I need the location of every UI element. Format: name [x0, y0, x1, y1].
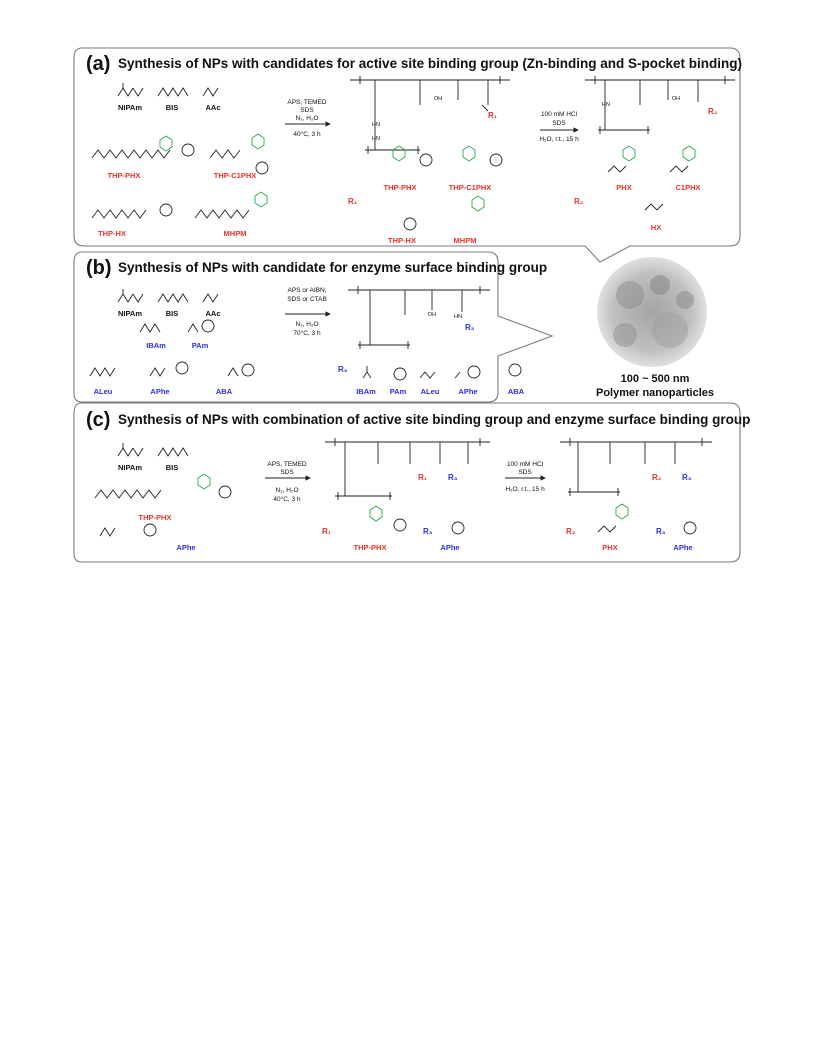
monomer-label: NIPAm: [117, 309, 143, 318]
panel-a-title: Synthesis of NPs with candidates for active site binding group (Zn-binding and S-pocket binding): [118, 56, 743, 71]
r3-group-label: APhe: [440, 543, 460, 552]
r3-label: R₃: [682, 473, 692, 482]
monomer-label: ALeu: [93, 387, 113, 396]
r2-group-label: C1PHX: [675, 183, 701, 192]
r3-group-label: APhe: [458, 387, 478, 396]
r3-label: R₃: [448, 473, 458, 482]
svg-text:OH: OH: [427, 312, 437, 318]
r1-group-label: MHPM: [453, 236, 477, 245]
condition-text: SDS: [552, 120, 566, 127]
condition-text: 100 mM HCl: [540, 111, 578, 118]
r3-label: R₃: [465, 323, 475, 332]
svg-text:OH: OH: [433, 96, 443, 102]
monomer-label: THP-C1PHX: [213, 171, 257, 180]
monomer-label: APhe: [150, 387, 170, 396]
r2-label: R₂: [652, 473, 662, 482]
panel-b-title: Synthesis of NPs with candidate for enzyme surface binding group: [118, 260, 548, 275]
panel-b-letter: (b): [86, 257, 112, 279]
condition-text: 40°C, 3 h: [273, 496, 301, 503]
panel-c-title: Synthesis of NPs with combination of active site binding group and enzyme surface binding group: [118, 412, 751, 427]
monomer-label: APhe: [176, 543, 196, 552]
r3-group-label: IBAm: [356, 387, 376, 396]
monomer-label: MHPM: [223, 229, 247, 238]
svg-text:OH: OH: [671, 96, 681, 102]
r1-group-label: THP-PHX: [353, 543, 387, 552]
r3-group-label: APhe: [673, 543, 693, 552]
condition-text: H₂O, r.t., 15 h: [539, 136, 579, 143]
condition-text: 40°C, 3 h: [293, 131, 321, 138]
r2-group-label: PHX: [616, 183, 632, 192]
condition-text: SDS or CTAB: [287, 296, 327, 303]
panel-a: [74, 48, 742, 262]
panel-c: [74, 403, 750, 562]
condition-text: SDS: [300, 107, 314, 114]
monomer-label: NIPAm: [117, 103, 143, 112]
condition-text: APS, TEMED: [287, 99, 327, 106]
r1-group-label: THP-C1PHX: [448, 183, 492, 192]
condition-text: N₂, H₂O: [295, 115, 319, 122]
condition-text: APS or AIBN,: [287, 287, 327, 294]
r2-label: R₂: [708, 107, 718, 116]
r1-legend-label: R₁: [322, 527, 332, 536]
svg-text:HN: HN: [372, 136, 380, 142]
nanoparticle-image: [597, 257, 707, 367]
r2-group-label: HX: [650, 223, 662, 232]
r1-label: R₁: [418, 473, 428, 482]
svg-text:HN: HN: [372, 122, 380, 128]
monomer-label: AAc: [205, 103, 221, 112]
r3-group-label: PAm: [389, 387, 407, 396]
monomer-label: BIS: [165, 103, 179, 112]
r1-label: R₁: [488, 111, 498, 120]
r2-legend-label: R₂: [566, 527, 576, 536]
r3-legend-label: R₃: [338, 365, 348, 374]
condition-text: N₂, H₂O: [275, 487, 299, 494]
monomer-label: BIS: [165, 463, 179, 472]
condition-text: H₂O, r.t., 15 h: [505, 486, 545, 493]
monomer-label: THP-HX: [98, 229, 126, 238]
condition-text: SDS: [280, 469, 294, 476]
monomer-label: NIPAm: [117, 463, 143, 472]
panel-c-letter: (c): [86, 409, 111, 431]
r2-legend-label: R₂: [574, 197, 584, 206]
monomer-label: ABA: [215, 387, 233, 396]
monomer-label: PAm: [191, 341, 209, 350]
condition-text: APS, TEMED: [267, 461, 307, 468]
monomer-label: THP-PHX: [138, 513, 172, 522]
condition-text: 100 mM HCl: [506, 461, 544, 468]
r2-group-label: PHX: [602, 543, 618, 552]
monomer-label: THP-PHX: [107, 171, 141, 180]
panel-a-letter: (a): [86, 53, 111, 75]
monomer-label: AAc: [205, 309, 221, 318]
r1-group-label: THP-PHX: [383, 183, 417, 192]
nanoparticle-name: Polymer nanoparticles: [596, 387, 714, 399]
r3-legend-label: R₃: [656, 527, 666, 536]
condition-text: SDS: [518, 469, 532, 476]
svg-text:HN: HN: [454, 314, 462, 320]
condition-text: N₂, H₂O: [295, 321, 319, 328]
svg-text:HN: HN: [602, 102, 610, 108]
monomer-label: BIS: [165, 309, 179, 318]
r3-group-label: ABA: [507, 387, 525, 396]
nanoparticle-size: 100 ~ 500 nm: [620, 373, 690, 385]
monomer-label: IBAm: [146, 341, 166, 350]
r3-legend-label: R₃: [423, 527, 433, 536]
condition-text: 70°C, 3 h: [293, 330, 321, 337]
panel-b: [74, 252, 552, 402]
r3-group-label: ALeu: [420, 387, 440, 396]
r1-group-label: THP-HX: [388, 236, 416, 245]
r1-legend-label: R₁: [348, 197, 358, 206]
